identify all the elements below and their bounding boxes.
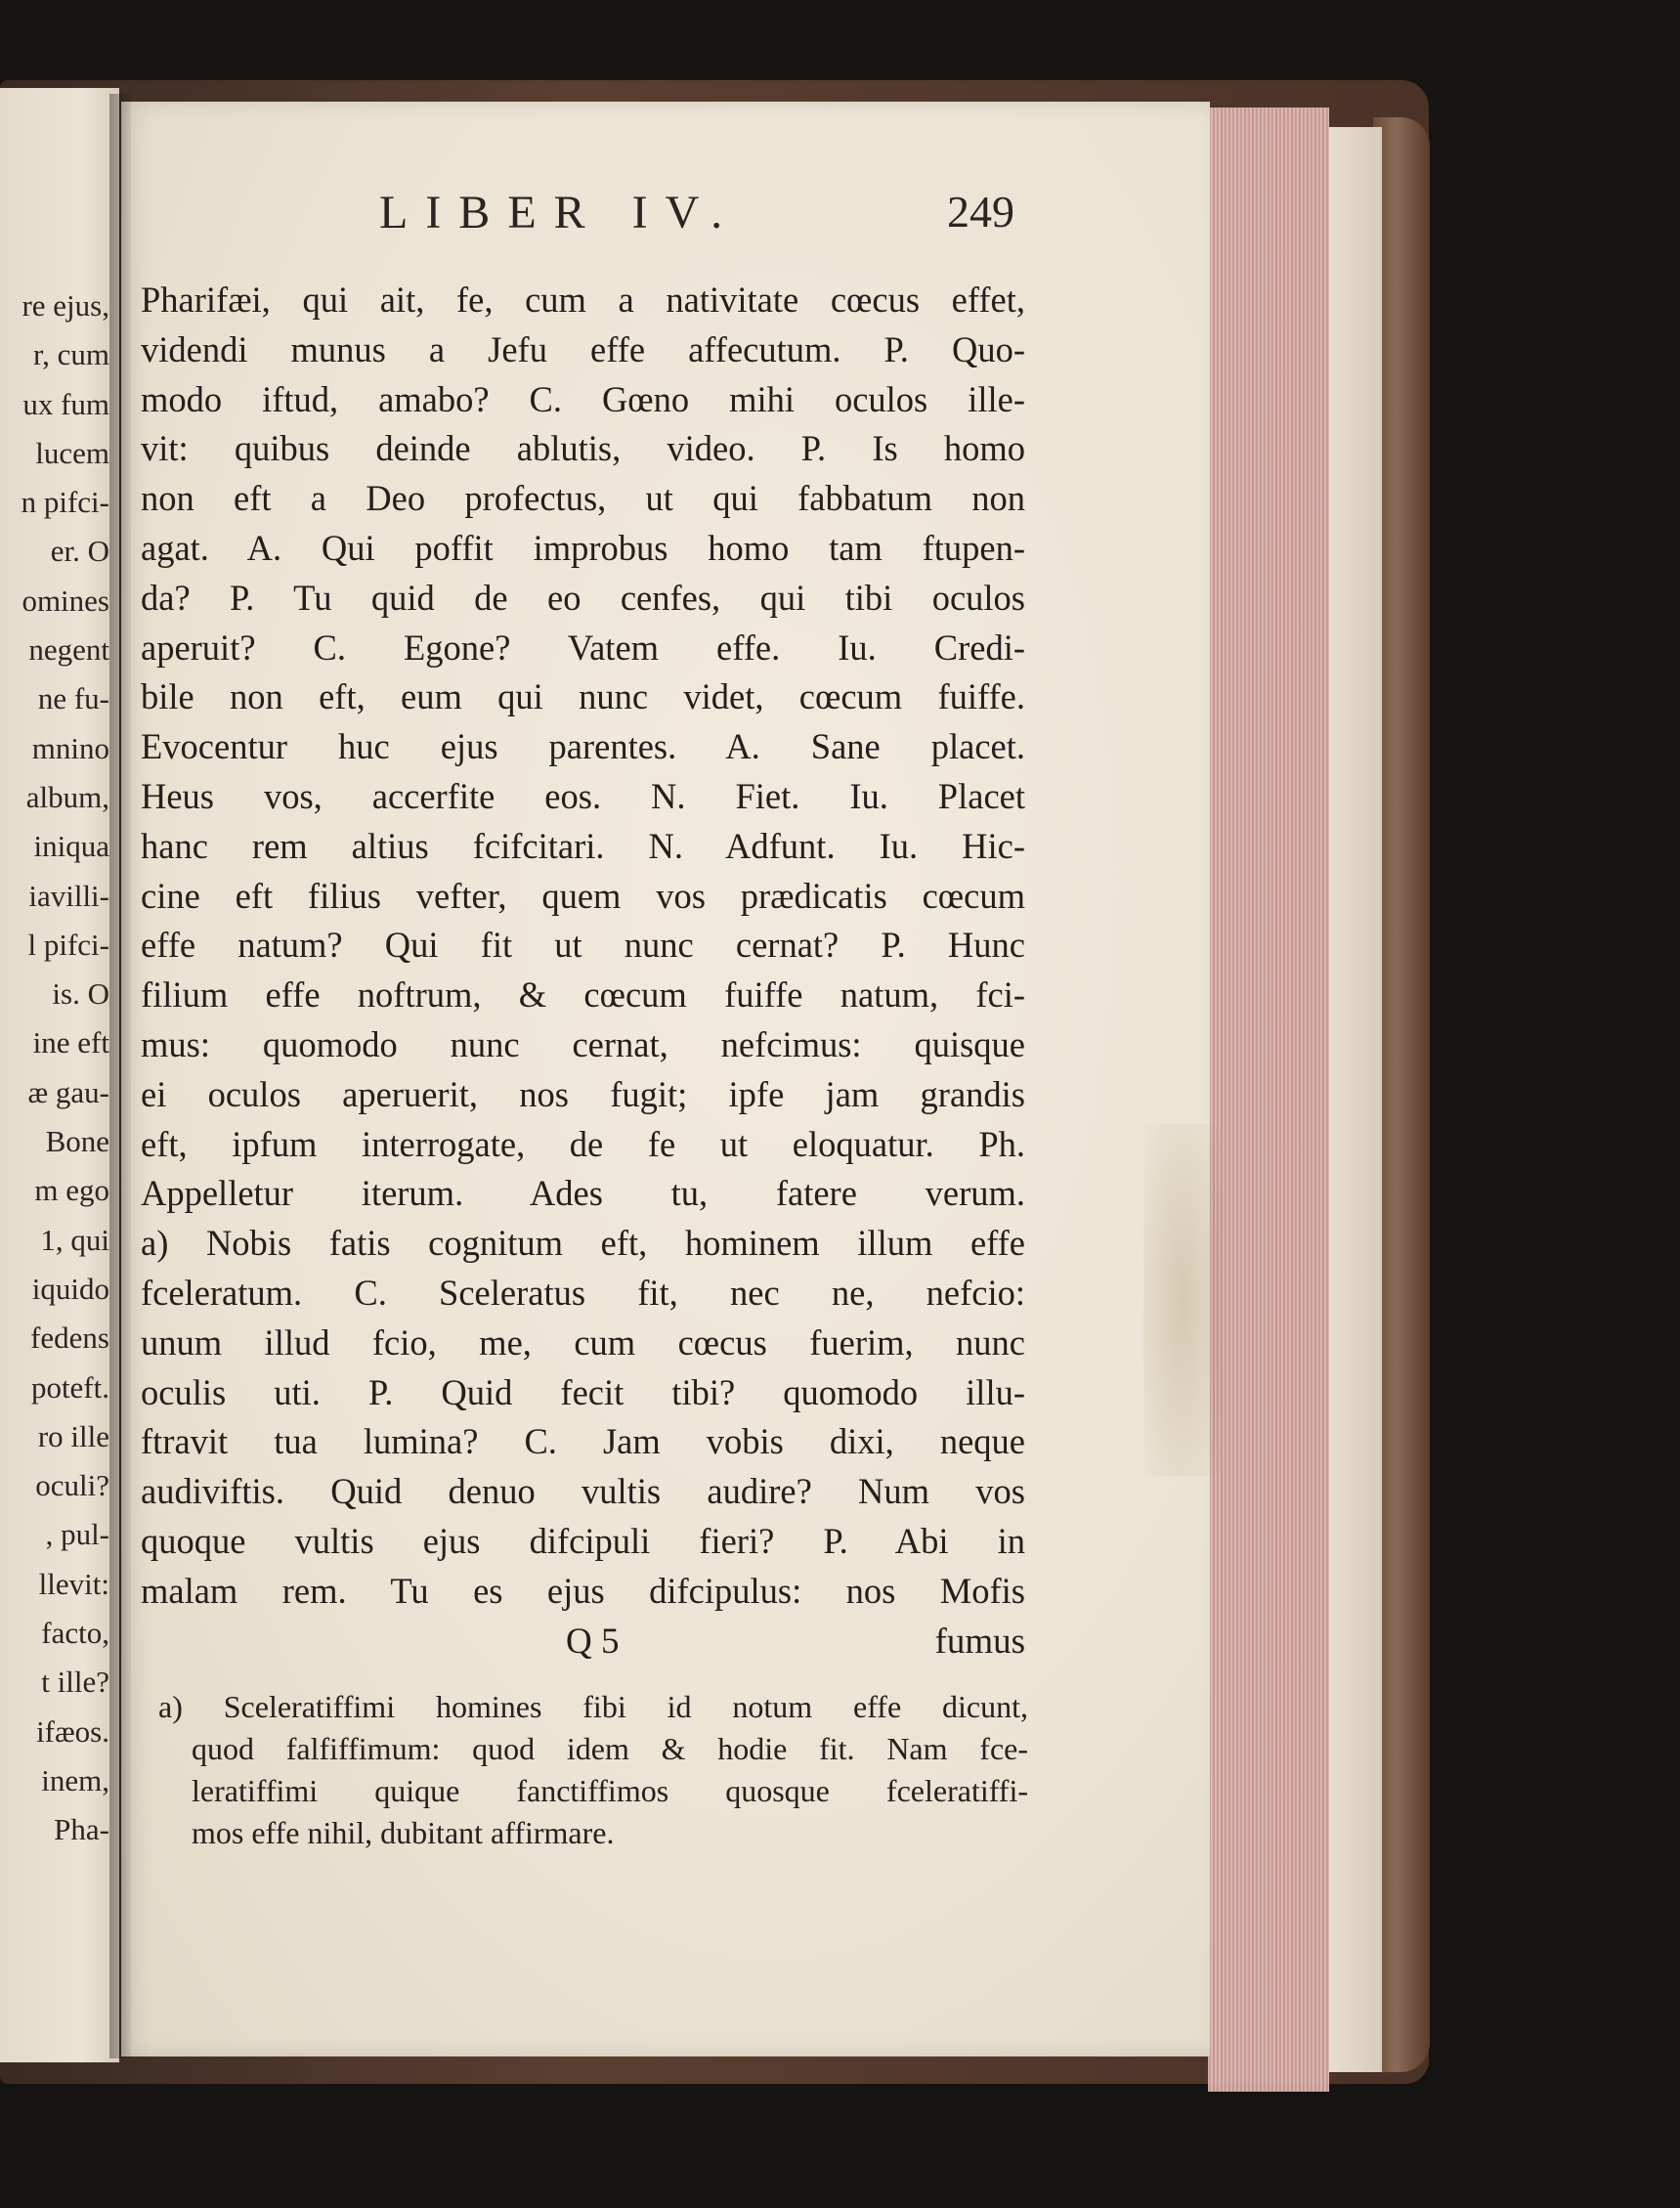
text-line: ftravit tua lumina? C. Jam vobis dixi, neque <box>141 1421 1025 1462</box>
text-line: filium effe noftrum, & cœcum fuiffe natum, fci- <box>141 974 1025 1016</box>
left-page-line: llevit: <box>38 1566 109 1601</box>
text-line: aperuit? C. Egone? Vatem effe. Iu. Credi- <box>141 627 1025 668</box>
text-line: audiviftis. Quid denuo vultis audire? Num vos <box>141 1471 1025 1512</box>
page-number: 249 <box>947 187 1014 237</box>
left-page-text <box>0 281 115 1855</box>
signature-row <box>141 1621 1025 1675</box>
footnote-line: a) Sceleratiffimi homines fibi id notum effe dicunt, <box>158 1689 1028 1724</box>
text-line: cine eft filius vefter, quem vos prædicatis cœcum <box>141 875 1025 916</box>
text-line: fceleratum. C. Sceleratus fit, nec ne, nefcio: <box>141 1272 1025 1313</box>
left-page-line: negent <box>28 632 109 668</box>
text-line: ei oculos aperuerit, nos fugit; ipfe jam grandis <box>141 1073 1025 1114</box>
text-line: modo iftud, amabo? C. Gœno mihi oculos ille- <box>141 378 1025 419</box>
footnote-block <box>158 1686 1028 1854</box>
footnote-line: mos effe nihil, dubitant affirmare. <box>192 1815 615 1850</box>
left-page-line: inem, <box>41 1762 109 1797</box>
left-page-line: Pha- <box>54 1812 109 1847</box>
left-page-line: iavilli- <box>28 878 109 913</box>
text-line: mus: quomodo nunc cernat, nefcimus: quisque <box>141 1023 1025 1064</box>
left-page-line: iquido <box>31 1271 109 1306</box>
left-page-line: lucem <box>35 435 109 470</box>
text-line: Heus vos, accerfite eos. N. Fiet. Iu. Placet <box>141 775 1025 816</box>
left-page-line: album, <box>25 779 109 814</box>
left-page-line: t ille? <box>41 1665 109 1700</box>
running-head: LIBER IV. <box>379 187 741 238</box>
page-stain <box>1143 1124 1222 1476</box>
footnote-line: leratiffimi quique fanctiffimos quosque fceleratiffi- <box>192 1773 1028 1808</box>
left-page-line: 1, qui <box>40 1222 109 1257</box>
text-line: hanc rem altius fcifcitari. N. Adfunt. Iu. Hic- <box>141 825 1025 866</box>
page-block-edge <box>1329 127 1382 2072</box>
left-page <box>0 88 119 2062</box>
left-page-line: ro ille <box>37 1418 109 1453</box>
left-page-line: r, cum <box>33 337 109 372</box>
text-line: effe natum? Qui fit ut nunc cernat? P. Hunc <box>141 925 1025 966</box>
left-page-line: n pifci- <box>21 485 109 520</box>
left-page-line: ux fum <box>22 386 109 421</box>
left-page-line: iniqua <box>33 829 109 864</box>
left-page-line: , pul- <box>45 1517 109 1552</box>
text-line: Appelletur iterum. Ades tu, fatere verum. <box>141 1173 1025 1214</box>
signature-mark: Q 5 <box>566 1622 620 1662</box>
text-line: non eft a Deo profectus, ut qui fabbatum non <box>141 478 1025 519</box>
text-line: vit: quibus deinde ablutis, video. P. Is homo <box>141 428 1025 469</box>
left-page-line: mnino <box>31 730 109 765</box>
text-line: videndi munus a Jefu effe affecutum. P. Quo- <box>141 328 1025 369</box>
left-page-line: is. O <box>52 976 109 1012</box>
left-page-line: omines <box>22 583 109 618</box>
left-page-line: ine eft <box>32 1025 109 1061</box>
page-header <box>379 186 1014 244</box>
text-line: Pharifæi, qui ait, fe, cum a nativitate cœcus effet, <box>141 280 1025 320</box>
text-line: da? P. Tu quid de eo cenfes, qui tibi oculos <box>141 577 1025 618</box>
left-page-line: ifæos. <box>36 1713 109 1749</box>
footnote-line: quod falfiffimum: quod idem & hodie fit. Nam fce- <box>192 1731 1028 1766</box>
left-page-line: l pifci- <box>27 927 109 962</box>
text-line: a) Nobis fatis cognitum eft, hominem illum effe <box>141 1223 1025 1264</box>
left-page-line: m ego <box>34 1173 109 1208</box>
left-page-line: æ gau- <box>27 1074 109 1109</box>
left-page-line: oculi? <box>35 1468 109 1503</box>
left-page-line: er. O <box>50 534 109 569</box>
text-line: Evocentur huc ejus parentes. A. Sane placet. <box>141 726 1025 767</box>
book-gutter <box>109 94 131 2058</box>
text-line: quoque vultis ejus difcipuli fieri? P. Abi in <box>141 1520 1025 1561</box>
left-page-line: poteft. <box>30 1369 109 1405</box>
text-line: eft, ipfum interrogate, de fe ut eloquatur. Ph. <box>141 1123 1025 1164</box>
red-sprinkled-page-edges <box>1208 108 1329 2092</box>
main-text-block <box>141 276 1025 1617</box>
left-page-line: facto, <box>41 1616 109 1651</box>
text-line: unum illud fcio, me, cum cœcus fuerim, nunc <box>141 1321 1025 1363</box>
left-page-line: Bone <box>45 1124 109 1159</box>
left-page-line: re ejus, <box>22 288 109 323</box>
text-line: oculis uti. P. Quid fecit tibi? quomodo illu- <box>141 1371 1025 1412</box>
text-line: agat. A. Qui poffit improbus homo tam ftupen- <box>141 527 1025 568</box>
left-page-line: ne fu- <box>37 681 109 716</box>
catchword: fumus <box>934 1622 1025 1662</box>
text-line: bile non eft, eum qui nunc videt, cœcum fuiffe. <box>141 676 1025 717</box>
text-line: malam rem. Tu es ejus difcipulus: nos Mofis <box>141 1570 1025 1611</box>
left-page-line: fedens <box>30 1320 109 1356</box>
